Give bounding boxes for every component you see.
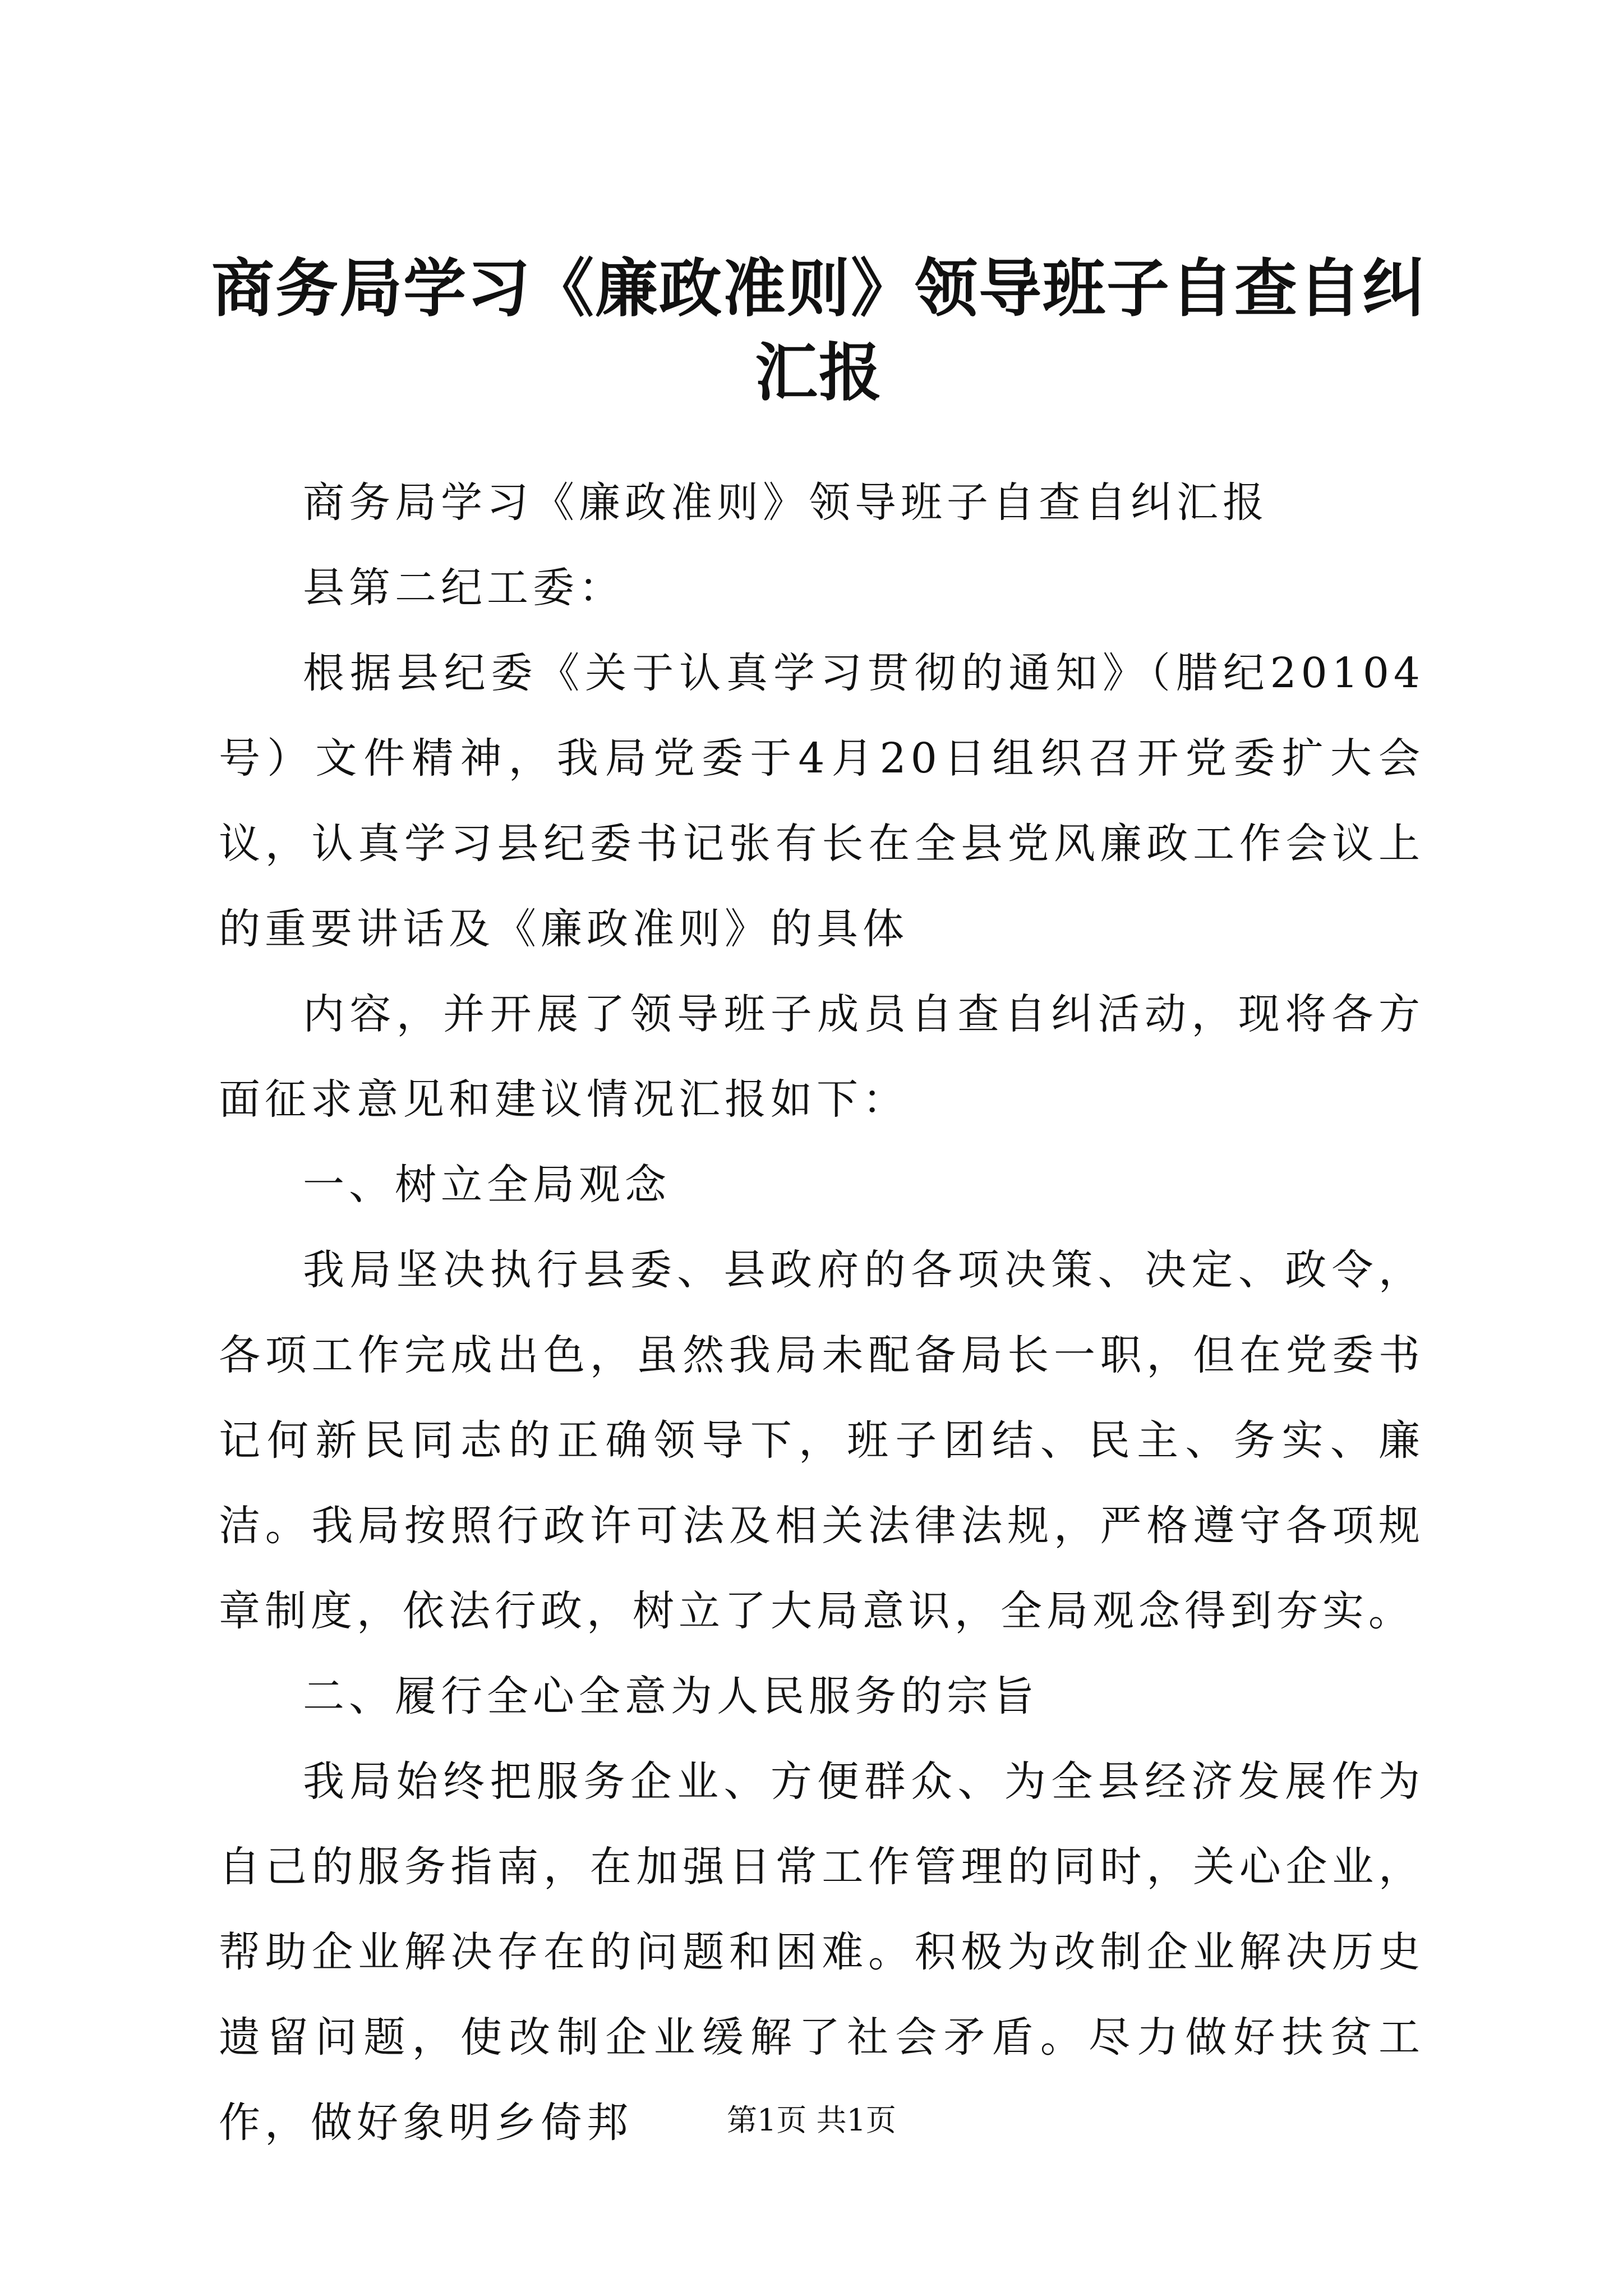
document-body	[219, 460, 1424, 2165]
section-heading-1: 一、树立全局观念	[303, 1161, 671, 1209]
paragraph-subtitle: 商务局学习《廉政准则》领导班子自查自纠汇报	[303, 478, 1269, 527]
paragraph-addressee: 县第二纪工委：	[303, 564, 625, 612]
document-title: 商务局学习《廉政准则》领导班子自查自纠汇报	[211, 252, 1426, 409]
paragraph-intro: 根据县纪委《关于认真学习贯彻的通知》（腊纪20104号）文件精神，我局党委于4月20日组织召开党委扩大会议，认真学习县纪委书记张有长在全县党风廉政工作会议上的重要讲话及《廉政准则》的具体	[219, 649, 1424, 953]
page-footer: 第1页 共1页	[727, 2102, 896, 2138]
section-heading-2: 二、履行全心全意为人民服务的宗旨	[303, 1672, 1039, 1720]
paragraph-section-2: 我局始终把服务企业、方便群众、为全县经济发展作为自己的服务指南，在加强日常工作管理的同时，关心企业，帮助企业解决存在的问题和困难。积极为改制企业解决历史遗留问题，使改制企业缓解了社会矛盾。尽力做好扶贫工作，做好象明乡倚邦	[219, 1757, 1424, 2147]
paragraph-intro-continued: 内容，并开展了领导班子成员自查自纠活动，现将各方面征求意见和建议情况汇报如下：	[219, 990, 1424, 1124]
paragraph-section-1: 我局坚决执行县委、县政府的各项决策、决定、政令，各项工作完成出色，虽然我局未配备局长一职，但在党委书记何新民同志的正确领导下，班子团结、民主、务实、廉洁。我局按照行政许可法及相关法律法规，严格遵守各项规章制度，依法行政，树立了大局意识，全局观念得到夯实。	[219, 1246, 1424, 1635]
